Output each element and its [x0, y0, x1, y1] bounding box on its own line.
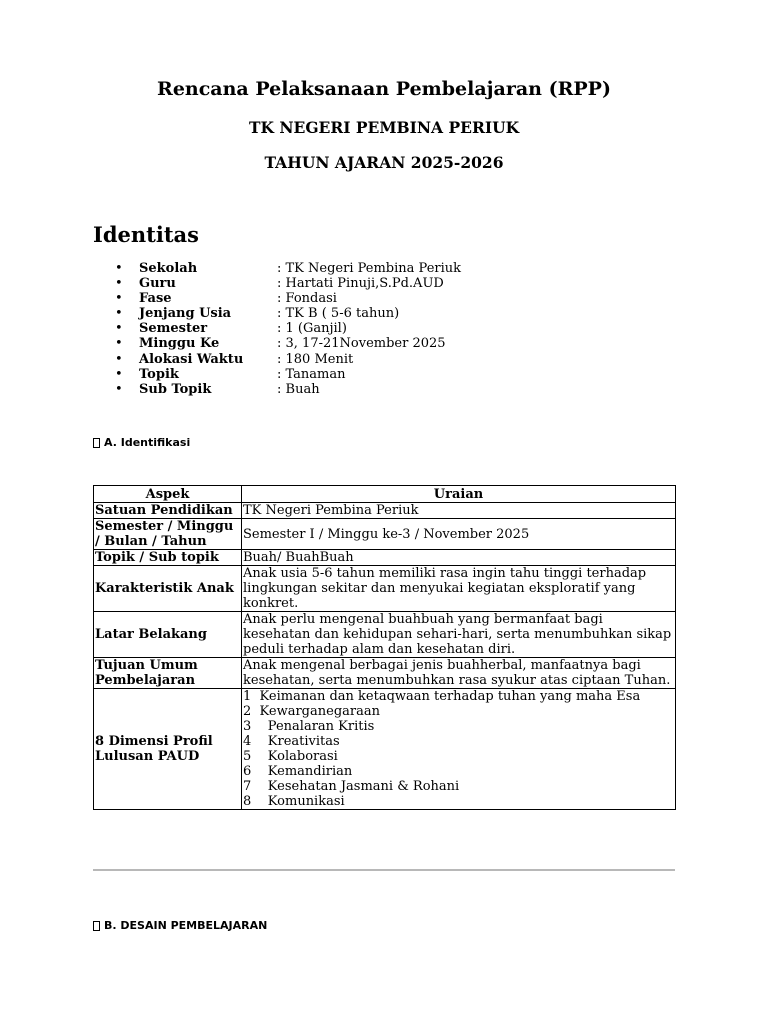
identity-label: Fase: [139, 291, 172, 307]
bullet-icon: •: [115, 381, 123, 397]
identity-label: Semester: [139, 321, 208, 337]
dimension-list-cell: [242, 689, 676, 810]
identity-label: Guru: [139, 276, 176, 292]
detail-cell: TK Negeri Pembina Periuk: [242, 503, 676, 519]
aspect-cell: Latar Belakang: [94, 612, 242, 658]
aspect-cell: Satuan Pendidikan: [94, 503, 242, 519]
identity-value: : Buah: [277, 381, 320, 397]
identity-item: [0, 291, 768, 306]
identity-value: : Tanaman: [277, 366, 346, 382]
identity-label: Sekolah: [139, 261, 198, 276]
identity-value: : 180 Menit: [277, 351, 354, 367]
identity-value: : 1 (Ganjil): [277, 321, 347, 337]
identity-list: [0, 261, 768, 397]
identity-item: [0, 306, 768, 321]
identity-item: [0, 321, 768, 336]
section-b-title: B. DESAIN PEMBELAJARAN: [104, 919, 268, 932]
document-title: Rencana Pelaksanaan Pembelajaran (RPP): [157, 78, 611, 100]
dimension-item: 1 Keimanan dan ketaqwaan terhadap tuhan yang maha Esa: [243, 689, 641, 704]
identity-label: Sub Topik: [139, 381, 212, 397]
detail-cell: Anak usia 5-6 tahun memiliki rasa ingin tahu tinggi terhadap lingkungan sekitar dan menyukai kegiatan eksploratif yang konkret.: [242, 566, 676, 612]
identity-value: : Hartati Pinuji,S.Pd.AUD: [277, 276, 444, 292]
dimension-item: 7 Kesehatan Jasmani & Rohani: [243, 779, 460, 794]
horizontal-divider: [93, 869, 675, 871]
identity-label: Topik: [139, 366, 179, 382]
section-b-heading: [93, 919, 267, 932]
aspect-cell: Karakteristik Anak: [94, 566, 242, 612]
bullet-icon: •: [115, 336, 123, 352]
aspect-cell: Tujuan Umum Pembelajaran: [94, 658, 242, 689]
box-icon: [93, 921, 100, 931]
table-row: [94, 658, 676, 689]
bullet-icon: •: [115, 261, 123, 276]
identity-value: : Fondasi: [277, 291, 337, 307]
identity-value: : TK Negeri Pembina Periuk: [277, 261, 462, 276]
bullet-icon: •: [115, 321, 123, 337]
table-row: [94, 566, 676, 612]
identity-item: [0, 261, 768, 276]
identity-item: [0, 276, 768, 291]
identity-label: Minggu Ke: [139, 336, 220, 352]
bullet-icon: •: [115, 351, 123, 367]
aspect-cell: Semester / Minggu / Bulan / Tahun: [94, 519, 242, 550]
dimension-item: 2 Kewarganegaraan: [243, 704, 380, 719]
identity-label: Alokasi Waktu: [139, 351, 244, 367]
dimension-item: 6 Kemandirian: [243, 764, 353, 779]
dimension-item: 3 Penalaran Kritis: [243, 719, 375, 734]
table-header-row: [94, 486, 676, 503]
column-header-aspect: Aspek: [94, 486, 242, 503]
detail-cell: Anak mengenal berbagai jenis buahherbal, manfaatnya bagi kesehatan, serta menumbuhkan rasa syukur atas ciptaan Tuhan.: [242, 658, 676, 689]
table-row: [94, 519, 676, 550]
identity-heading: Identitas: [93, 222, 199, 247]
section-a-heading: [93, 436, 190, 449]
dimension-item: 4 Kreativitas: [243, 734, 340, 749]
identity-item: [0, 336, 768, 351]
identity-item: [0, 352, 768, 367]
dimension-item: 8 Komunikasi: [243, 794, 345, 809]
table-row: [94, 612, 676, 658]
identity-value: : TK B ( 5-6 tahun): [277, 306, 400, 322]
bullet-icon: •: [115, 276, 123, 292]
identification-table: [93, 485, 676, 810]
table-row: [94, 550, 676, 566]
bullet-icon: •: [115, 291, 123, 307]
dimension-item: 5 Kolaborasi: [243, 749, 338, 764]
aspect-cell: Topik / Sub topik: [94, 550, 242, 566]
bullet-icon: •: [115, 306, 123, 322]
column-header-detail: Uraian: [242, 486, 676, 503]
school-name: TK NEGERI PEMBINA PERIUK: [248, 118, 520, 137]
identity-item: [0, 367, 768, 382]
detail-cell: Semester I / Minggu ke-3 / November 2025: [242, 519, 676, 550]
detail-cell: Anak perlu mengenal buahbuah yang bermanfaat bagi kesehatan dan kehidupan sehari-hari, serta menumbuhkan sikap peduli terhadap alam dan kesehatan diri.: [242, 612, 676, 658]
detail-cell: Buah/ BuahBuah: [242, 550, 676, 566]
identity-value: : 3, 17-21November 2025: [277, 336, 446, 352]
section-a-title: A. Identifikasi: [104, 436, 191, 449]
box-icon: [93, 438, 100, 448]
aspect-cell: 8 Dimensi Profil Lulusan PAUD: [94, 689, 242, 810]
identity-item: [0, 382, 768, 397]
identity-label: Jenjang Usia: [139, 306, 232, 322]
academic-year: TAHUN AJARAN 2025-2026: [264, 153, 504, 172]
bullet-icon: •: [115, 366, 123, 382]
table-row: [94, 503, 676, 519]
table-row: [94, 689, 676, 810]
